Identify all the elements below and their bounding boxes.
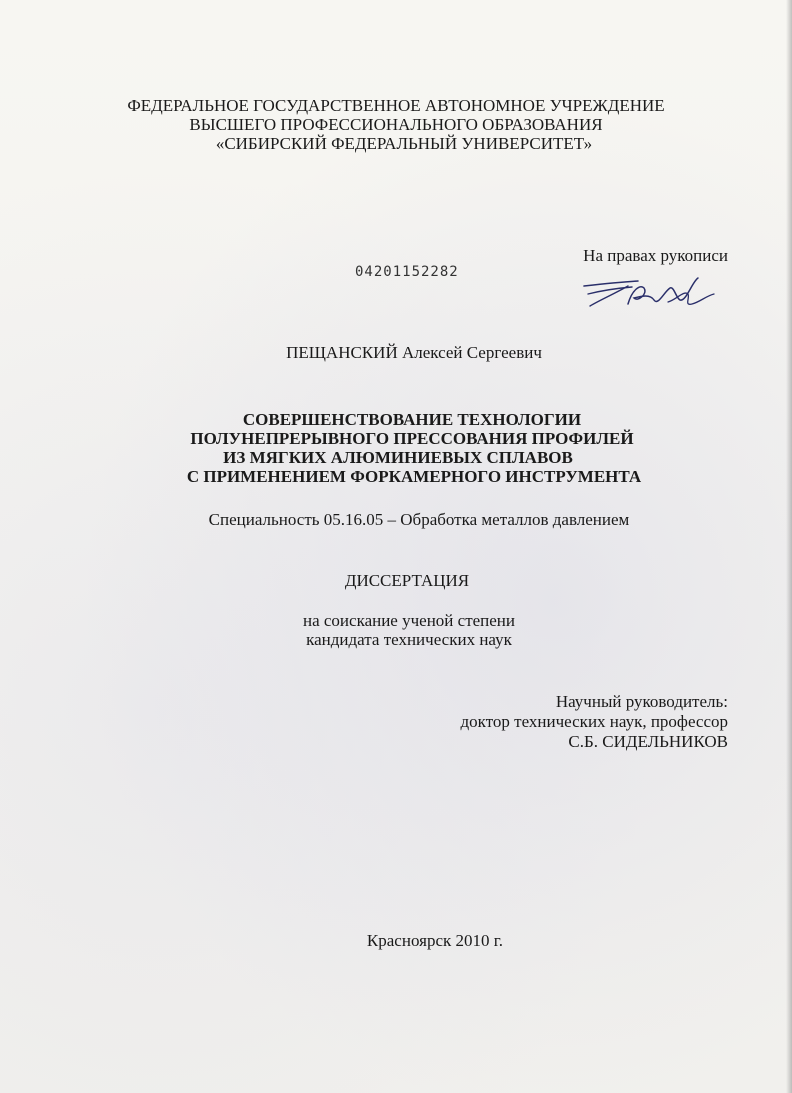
document-type: ДИССЕРТАЦИЯ [344, 571, 470, 590]
scan-edge-shadow [786, 0, 792, 1093]
title-line-1: СОВЕРШЕНСТВОВАНИЕ ТЕХНОЛОГИИ [242, 410, 582, 429]
specialty: Специальность 05.16.05 – Обработка металлов давлением [208, 510, 630, 529]
header-line-2: ВЫСШЕГО ПРОФЕССИОНАЛЬНОГО ОБРАЗОВАНИЯ [189, 115, 603, 134]
signature-image [580, 272, 720, 320]
supervisor-label: Научный руководитель: [555, 692, 728, 711]
degree-line-2: кандидата технических наук [306, 630, 512, 649]
degree-line-1: на соискание ученой степени [302, 611, 516, 630]
manuscript-note: На правах рукописи [583, 246, 728, 265]
title-line-4: С ПРИМЕНЕНИЕМ ФОРКАМЕРНОГО ИНСТРУМЕНТА [186, 467, 642, 486]
title-line-2: ПОЛУНЕПРЕРЫВНОГО ПРЕССОВАНИЯ ПРОФИЛЕЙ [190, 429, 634, 448]
supervisor-name: С.Б. СИДЕЛЬНИКОВ [568, 732, 728, 751]
author-name: ПЕЩАНСКИЙ Алексей Сергеевич [286, 343, 542, 362]
archive-stamp-number: 04201152282 [355, 264, 459, 280]
supervisor-title: доктор технических наук, профессор [460, 712, 728, 731]
header-line-3: «СИБИРСКИЙ ФЕДЕРАЛЬНЫЙ УНИВЕРСИТЕТ» [215, 134, 593, 153]
place-year: Красноярск 2010 г. [366, 931, 504, 950]
title-line-3: ИЗ МЯГКИХ АЛЮМИНИЕВЫХ СПЛАВОВ [223, 448, 573, 467]
header-line-1: ФЕДЕРАЛЬНОЕ ГОСУДАРСТВЕННОЕ АВТОНОМНОЕ УЧРЕЖДЕНИЕ [127, 96, 665, 115]
